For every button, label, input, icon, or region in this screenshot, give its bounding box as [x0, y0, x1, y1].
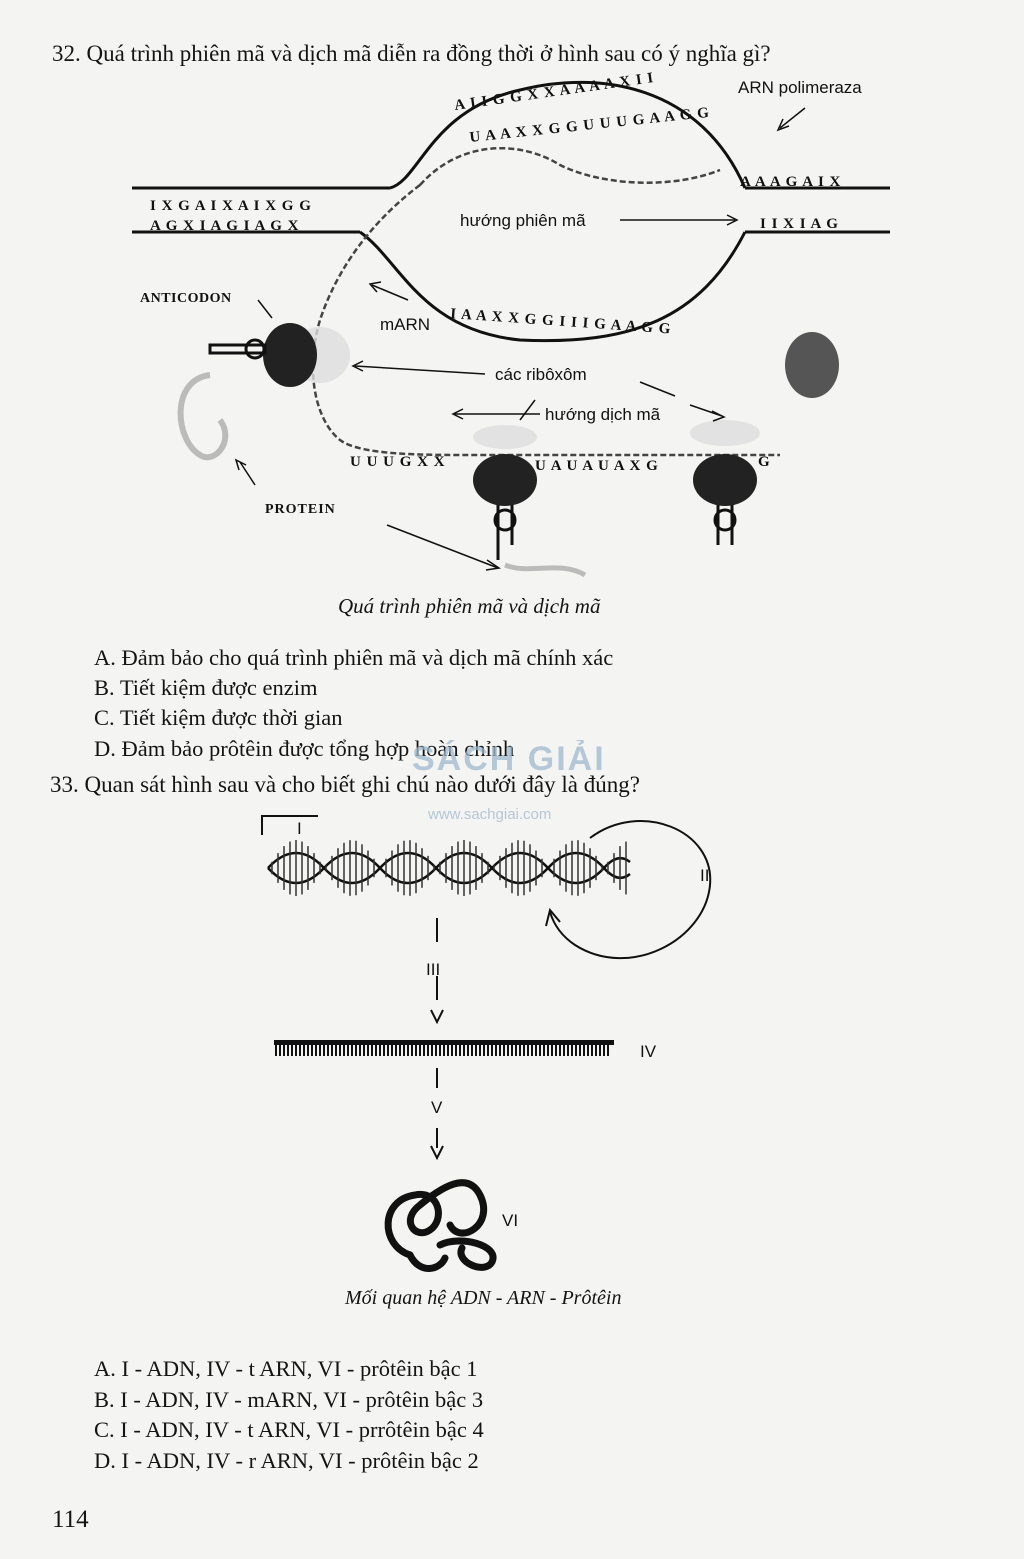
label-ribosomes: các ribôxôm [495, 365, 587, 384]
ribosome-right [690, 420, 760, 545]
rna-strand-IV [274, 1040, 614, 1056]
label-I: I [297, 819, 302, 838]
label-IV: IV [640, 1042, 657, 1061]
dna-bottom-sequence: A G X I A G I A G X [150, 218, 300, 234]
label-protein: PROTEIN [265, 502, 336, 517]
transcription-translation-figure [0, 0, 1024, 600]
mrna-end-sequence: G [758, 454, 770, 470]
q33-option-b[interactable]: B. I - ADN, IV - mARN, VI - prôtêin bậc 3 [94, 1387, 484, 1412]
q33-option-a[interactable]: A. I - ADN, IV - t ARN, VI - prôtêin bậc 1 [94, 1356, 478, 1381]
question-32: 32. Quá trình phiên mã và dịch mã diễn ra đồng thời ở hình sau có ý nghĩa gì? [52, 41, 771, 66]
label-mrna: mARN [380, 315, 431, 334]
watermark-logo: SÁCH GIẢI [412, 740, 606, 778]
q32-option-a[interactable]: A. Đảm bảo cho quá trình phiên mã và dịch mã chính xác [94, 645, 614, 670]
bubble-top-inner-sequence: U A A X X G G U U U G A A G G [468, 104, 711, 146]
label-III: III [426, 960, 441, 979]
q33-option-c[interactable]: C. I - ADN, IV - t ARN, VI - prrôtêin bậc 4 [94, 1417, 484, 1442]
rna-polymerase-blob [785, 332, 839, 398]
label-translation-direction: hướng dịch mã [545, 405, 661, 424]
label-V: V [431, 1098, 443, 1117]
page-number: 114 [52, 1506, 89, 1533]
protein-chain-bottom [505, 565, 585, 575]
dna-top-sequence: I X G A I X A I X G G [150, 198, 312, 214]
figure-caption-32: Quá trình phiên mã và dịch mã [338, 594, 601, 618]
bracket-I [262, 816, 318, 835]
dna-helix-rungs [272, 840, 626, 896]
q32-option-d[interactable]: D. Đảm bảo prôtêin được tổng hợp hoàn chỉnh [94, 736, 515, 761]
dna-helix [268, 853, 630, 883]
ribosome-middle [473, 425, 537, 560]
watermark-url: www.sachgiai.com [428, 806, 552, 823]
dna-right-top-sequence: A A A G A I X [740, 174, 842, 190]
label-anticodon: ANTICODON [140, 291, 232, 306]
ribosome-left [210, 323, 350, 387]
replication-cycle-arrow [550, 821, 710, 958]
label-rna-polymerase: ARN polimeraza [738, 78, 862, 97]
q32-option-b[interactable]: B. Tiết kiệm được enzim [94, 675, 318, 700]
protein-chain-left [181, 375, 226, 457]
bubble-top-outer-sequence: A I I G G X X A A A A X I I [453, 70, 656, 114]
q33-option-d[interactable]: D. I - ADN, IV - r ARN, VI - prôtêin bậc 2 [94, 1448, 479, 1473]
q32-option-c[interactable]: C. Tiết kiệm được thời gian [94, 705, 343, 730]
folded-protein [388, 1183, 493, 1269]
question-33: 33. Quan sát hình sau và cho biết ghi chú nào dưới đây là đúng? [50, 772, 640, 797]
label-II: II [700, 866, 710, 885]
dna-right-bottom-sequence: I I X I A G [760, 216, 839, 232]
label-VI: VI [502, 1211, 519, 1230]
figure-caption-33: Mối quan hệ ADN - ARN - Prôtêin [345, 1287, 622, 1309]
mrna-left-sequence: U U U G X X [350, 454, 446, 470]
mrna-mid-sequence: U A U A U A X G [535, 458, 659, 474]
label-transcription-direction: hướng phiên mã [460, 211, 586, 230]
bubble-bottom-sequence: I A A X X G G I I I G A A G G [449, 306, 672, 338]
